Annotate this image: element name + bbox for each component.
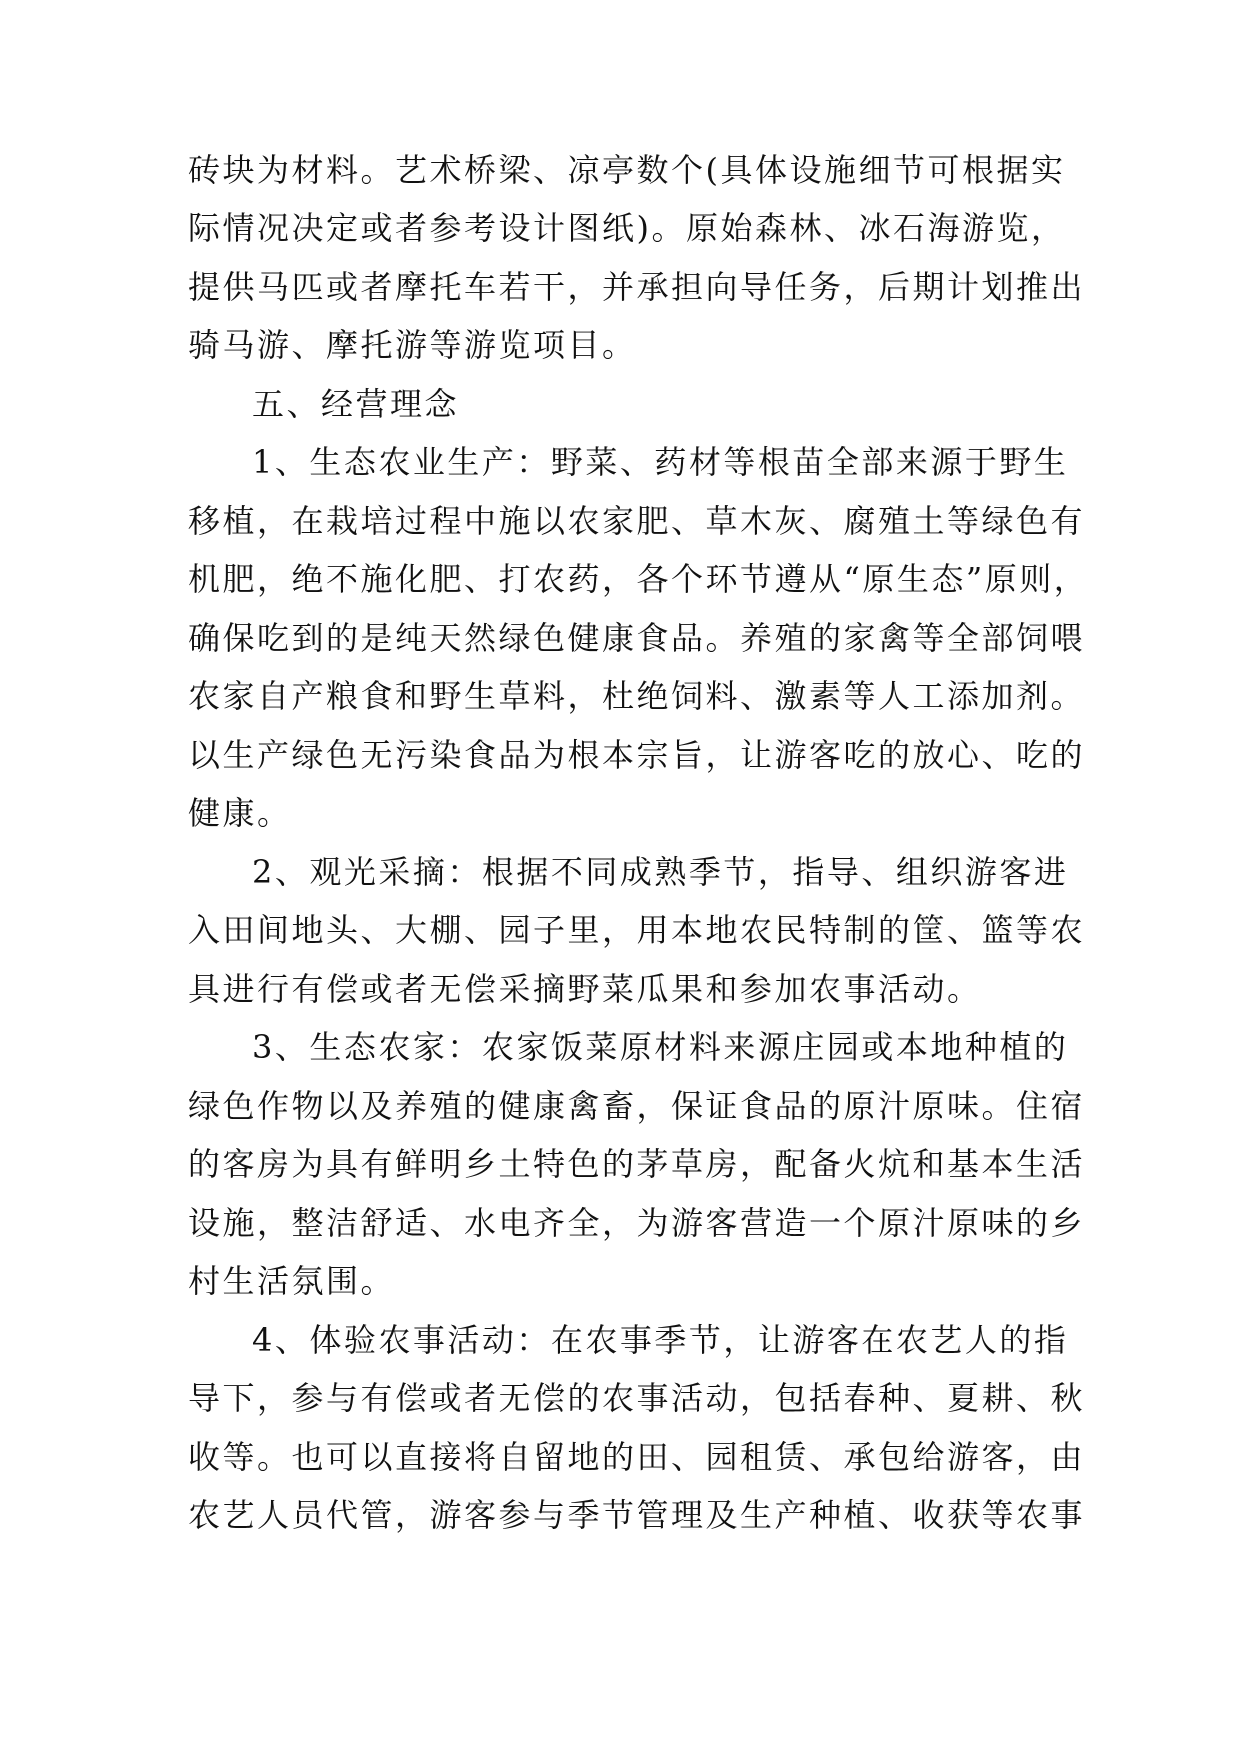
text-line: 4、体验农事活动：在农事季节，让游客在农艺人的指 [252,1321,1069,1359]
text-line: 砖块为材料。艺术桥梁、凉亭数个(具体设施细节可根据实 [188,151,1066,189]
text-line: 入田间地头、大棚、园子里，用本地农民特制的筐、篮等农 [188,911,1086,949]
text-line: 骑马游、摩托游等游览项目。 [188,326,637,364]
text-line: 设施，整洁舒适、水电齐全，为游客营造一个原汁原味的乡 [188,1204,1086,1242]
text-line: 1、生态农业生产：野菜、药材等根苗全部来源于野生 [252,443,1069,481]
text-line: 的客房为具有鲜明乡土特色的茅草房，配备火炕和基本生活 [188,1145,1086,1183]
text-line: 健康。 [188,794,292,832]
text-line: 移植，在栽培过程中施以农家肥、草木灰、腐殖土等绿色有 [188,502,1086,540]
text-line: 际情况决定或者参考设计图纸)。原始森林、冰石海游览， [188,209,1066,247]
text-line: 收等。也可以直接将自留地的田、园租赁、承包给游客，由 [188,1438,1086,1476]
section-heading: 五、经营理念 [252,385,460,423]
text-line: 导下，参与有偿或者无偿的农事活动，包括春种、夏耕、秋 [188,1379,1086,1417]
text-line: 村生活氛围。 [188,1262,396,1300]
text-line: 3、生态农家：农家饭菜原材料来源庄园或本地种植的 [252,1028,1069,1066]
text-line: 具进行有偿或者无偿采摘野菜瓜果和参加农事活动。 [188,970,982,1008]
text-line: 2、观光采摘：根据不同成熟季节，指导、组织游客进 [252,853,1069,891]
text-line: 农家自产粮食和野生草料，杜绝饲料、激素等人工添加剂。 [188,677,1086,715]
text-line: 农艺人员代管，游客参与季节管理及生产种植、收获等农事 [188,1496,1086,1534]
text-line: 提供马匹或者摩托车若干，并承担向导任务，后期计划推出 [188,268,1086,306]
text-line: 绿色作物以及养殖的健康禽畜，保证食品的原汁原味。住宿 [188,1087,1086,1125]
text-line: 确保吃到的是纯天然绿色健康食品。养殖的家禽等全部饲喂 [188,619,1086,657]
text-line: 以生产绿色无污染食品为根本宗旨，让游客吃的放心、吃的 [188,736,1086,774]
text-line: 机肥，绝不施化肥、打农药，各个环节遵从“原生态”原则， [188,560,1089,598]
